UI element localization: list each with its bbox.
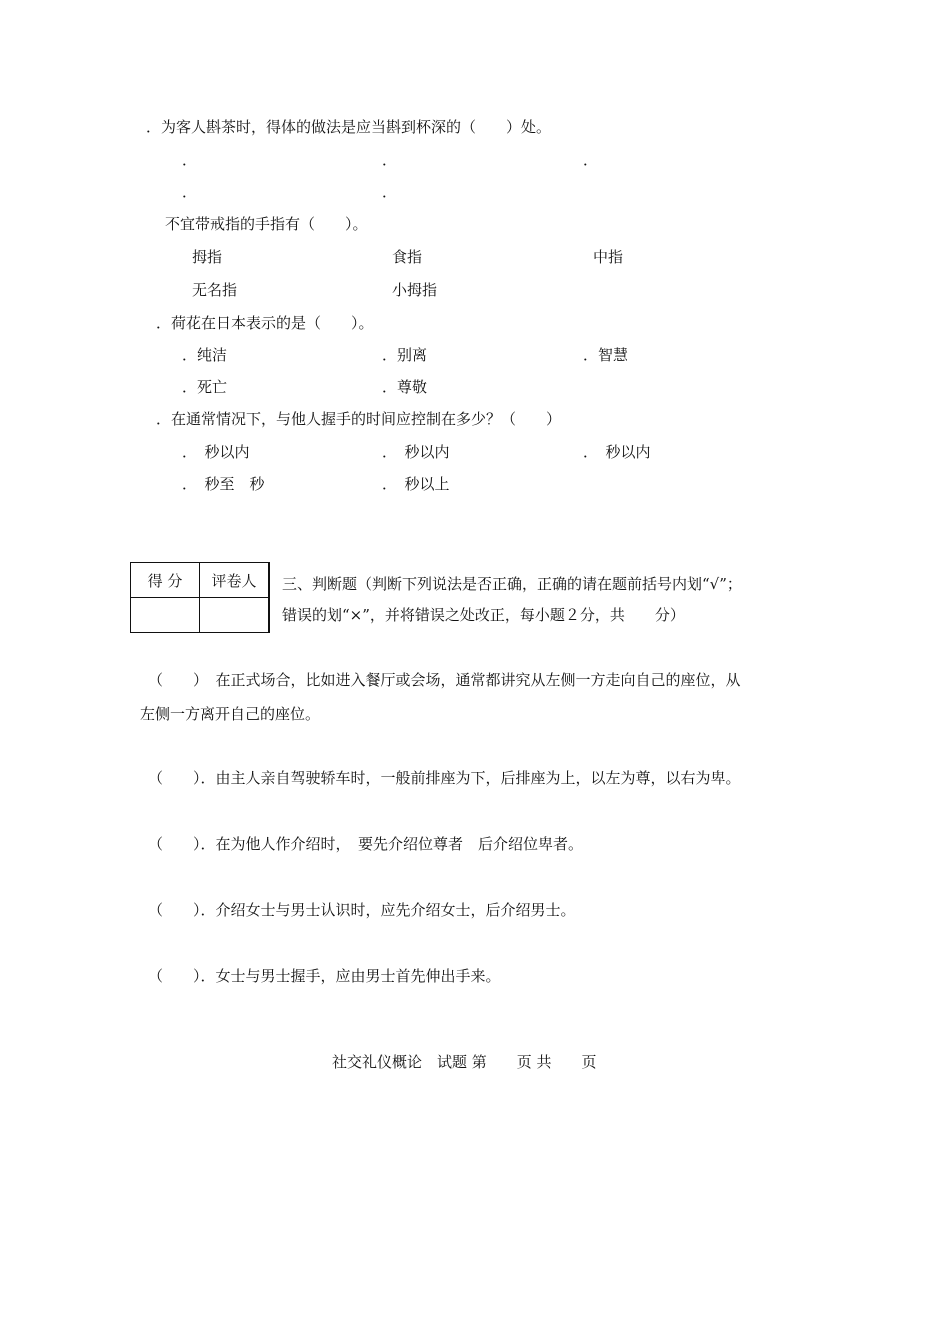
page-footer: 社交礼仪概论 试题 第 页 共 页 xyxy=(332,1053,597,1071)
score-label: 得 分 xyxy=(131,563,200,598)
q2-option-e: 小拇指 xyxy=(392,281,438,299)
q4-option-a: ． 秒以内 xyxy=(182,443,250,461)
judge-item-3: （ ）．在为他人作介绍时， 要先介绍位尊者 后介绍位卑者。 xyxy=(148,835,584,853)
grader-cell[interactable] xyxy=(200,598,270,633)
judge-item-2: （ ）．由主人亲自驾驶轿车时，一般前排座为下，后排座为上，以左为尊，以右为卑。 xyxy=(148,769,741,787)
q4-option-c: ． 秒以内 xyxy=(583,443,651,461)
score-cell[interactable] xyxy=(131,598,200,633)
score-table xyxy=(130,562,270,633)
grader-label: 评卷人 xyxy=(200,563,270,598)
q3-option-a: ．纯洁 xyxy=(182,346,228,364)
q1-option-e: ． xyxy=(382,183,398,201)
section3-heading-line1: 三、判断题（判断下列说法是否正确，正确的请在题前括号内划“√”； xyxy=(282,575,742,593)
q1-option-a: ． xyxy=(182,151,198,169)
q2-option-b: 食指 xyxy=(392,248,423,266)
q1-option-b: ． xyxy=(382,151,398,169)
judge-item-4: （ ）．介绍女士与男士认识时，应先介绍女士，后介绍男士。 xyxy=(148,901,576,919)
judge-item-1-line1: （ ） 在正式场合，比如进入餐厅或会场，通常都讲究从左侧一方走向自己的座位，从 xyxy=(148,671,741,689)
q1-option-c: ． xyxy=(583,151,599,169)
q3-stem: ．荷花在日本表示的是（ ）。 xyxy=(156,314,374,332)
q4-stem: ．在通常情况下，与他人握手的时间应控制在多少？（ ） xyxy=(156,410,562,428)
q4-option-b: ． 秒以内 xyxy=(382,443,450,461)
q3-option-c: ．智慧 xyxy=(583,346,629,364)
q4-option-d: ． 秒至 秒 xyxy=(182,475,265,493)
section3-heading-line2: 错误的划“×”，并将错误之处改正，每小题２分，共 分） xyxy=(282,606,685,624)
q2-stem: 不宜带戒指的手指有（ ）。 xyxy=(165,215,368,233)
q1-option-d: ． xyxy=(182,183,198,201)
judge-item-1-line2: 左侧一方离开自己的座位。 xyxy=(140,705,321,723)
q3-option-d: ．死亡 xyxy=(182,378,228,396)
q3-option-b: ．别离 xyxy=(382,346,428,364)
q2-option-d: 无名指 xyxy=(192,281,238,299)
q2-option-c: 中指 xyxy=(593,248,624,266)
q4-option-e: ． 秒以上 xyxy=(382,475,450,493)
judge-item-5: （ ）．女士与男士握手，应由男士首先伸出手来。 xyxy=(148,967,501,985)
q3-option-e: ．尊敬 xyxy=(382,378,428,396)
q2-option-a: 拇指 xyxy=(192,248,223,266)
q1-stem: ．为客人斟茶时，得体的做法是应当斟到杯深的（ ）处。 xyxy=(146,118,552,136)
